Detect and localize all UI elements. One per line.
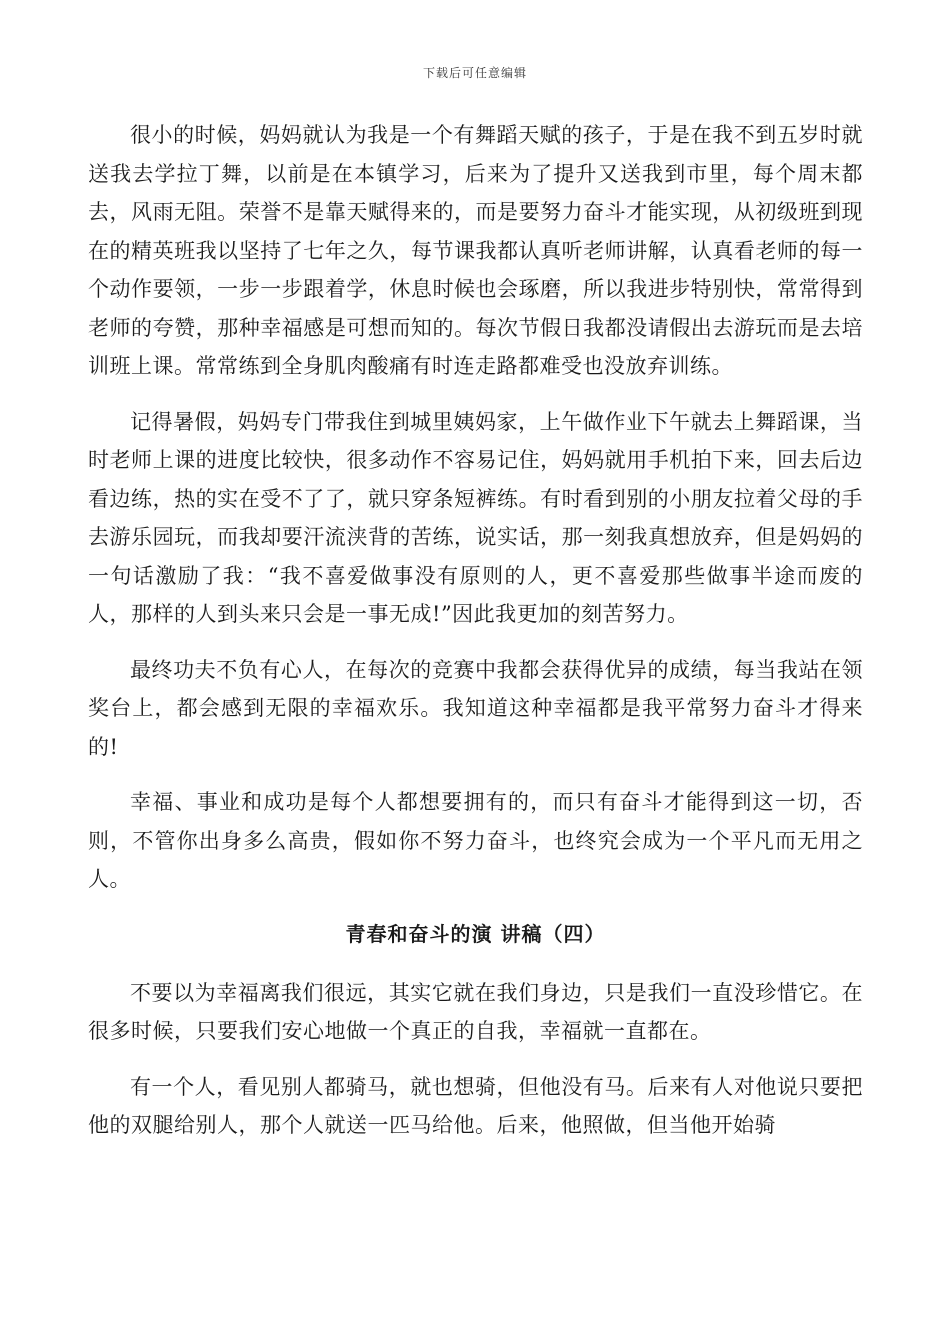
paragraph: 不要以为幸福离我们很远，其实它就在我们身边，只是我们一直没珍惜它。在很多时候，只要我们安心地做一个真正的自我，幸福就一直都在。 xyxy=(88,980,863,1043)
section-title: 青春和奋斗的演 讲稿（四） xyxy=(345,921,606,946)
paragraph: 记得暑假，妈妈专门带我住到城里姨妈家，上午做作业下午就去上舞蹈课，当时老师上课的进度比较快，很多动作不容易记住，妈妈就用手机拍下来，回去后边看边练，热的实在受不了了，就只穿条短裤练。有时看到别的小朋友拉着父母的手去游乐园玩，而我却要汗流浃背的苦练，说实话，那一刻我真想放弃，但是妈妈的一句话激励了我：“我不喜爱做事没有原则的人，更不喜爱那些做事半途而废的人，那样的人到头来只会是一事无成!”因此我更加的刻苦努力。 xyxy=(88,409,863,626)
paragraph: 最终功夫不负有心人，在每次的竞赛中我都会获得优异的成绩，每当我站在领奖台上，都会感到无限的幸福欢乐。我知道这种幸福都是我平常努力奋斗才得来的! xyxy=(88,657,863,759)
paragraph: 有一个人，看见别人都骑马，就也想骑，但他没有马。后来有人对他说只要把他的双腿给别人，那个人就送一匹马给他。后来，他照做，但当他开始骑 xyxy=(88,1074,863,1137)
document-body xyxy=(88,116,863,1162)
paragraph: 幸福、事业和成功是每个人都想要拥有的，而只有奋斗才能得到这一切，否则，不管你出身多么高贵，假如你不努力奋斗，也终究会成为一个平凡而无用之人。 xyxy=(88,790,863,891)
header-note: 下载后可任意编辑 xyxy=(422,66,527,80)
paragraph: 很小的时候，妈妈就认为我是一个有舞蹈天赋的孩子，于是在我不到五岁时就送我去学拉丁舞，以前是在本镇学习，后来为了提升又送我到市里，每个周末都去，风雨无阻。荣誉不是靠天赋得来的，而是要努力奋斗才能实现，从初级班到现在的精英班我以坚持了七年之久，每节课我都认真听老师讲解，认真看老师的每一个动作要领，一步一步跟着学，休息时候也会琢磨，所以我进步特别快，常常得到老师的夸赞，那种幸福感是可想而知的。每次节假日我都没请假出去游玩而是去培训班上课。常常练到全身肌肉酸痛有时连走路都难受也没放弃训练。 xyxy=(88,123,863,378)
